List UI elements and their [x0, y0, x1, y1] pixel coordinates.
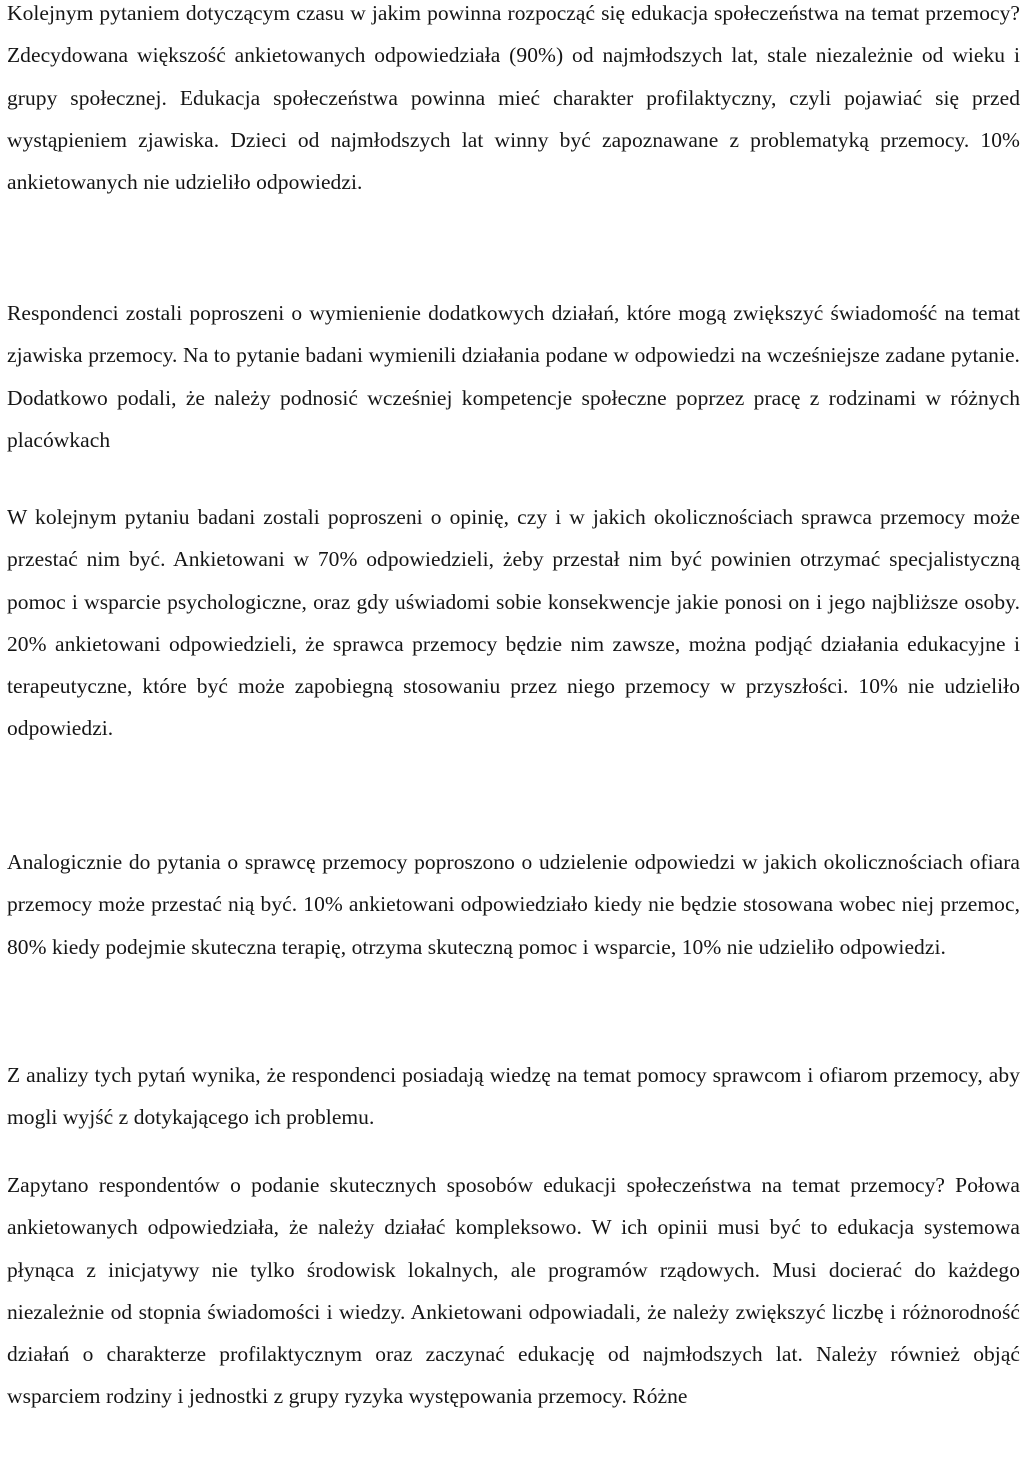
- paragraph-analysis-summary: Z analizy tych pytań wynika, że respondenci posiadają wiedzę na temat pomocy sprawcom i ofiarom przemocy, aby mogli wyjść z dotykającego ich problemu.: [7, 1063, 1020, 1130]
- paragraph-victim: Analogicznie do pytania o sprawcę przemocy poproszono o udzielenie odpowiedzi w jakich okolicznościach ofiara przemocy może przestać nią być. 10% ankietowani odpowiedziało kiedy nie będzie stosowana wobec niej przemoc, 80% kiedy podejmie skuteczna terapię, otrzyma skuteczną pomoc i wsparcie, 10% nie udzieliło odpowiedzi.: [7, 850, 1020, 959]
- paragraph-perpetrator: W kolejnym pytaniu badani zostali poproszeni o opinię, czy i w jakich okolicznościach sprawca przemocy może przestać nim być. Ankietowani w 70% odpowiedzieli, żeby przestał nim być powinien otrzymać specjalistyczną pomoc i wsparcie psychologiczne, oraz gdy uświadomi sobie konsekwencje jakie ponosi on i jego najbliższe osoby. 20% ankietowani odpowiedzieli, że sprawca przemocy będzie nim zawsze, można podjąć działania edukacyjne i terapeutyczne, które być może zapobiegną stosowaniu przez niego przemocy w przyszłości. 10% nie udzieliło odpowiedzi.: [7, 505, 1020, 741]
- paragraph-additional-actions: Respondenci zostali poproszeni o wymienienie dodatkowych działań, które mogą zwiększyć świadomość na temat zjawiska przemocy. Na to pytanie badani wymienili działania podane w odpowiedzi na wcześniejsze zadane pytanie. Dodatkowo podali, że należy podnosić wcześniej kompetencje społeczne poprzez pracę z rodzinami w różnych placówkach: [7, 301, 1020, 452]
- paragraph-education-methods: Zapytano respondentów o podanie skutecznych sposobów edukacji społeczeństwa na temat przemocy? Połowa ankietowanych odpowiedziała, że należy działać kompleksowo. W ich opinii musi być to edukacja systemowa płynąca z inicjatywy nie tylko środowisk lokalnych, ale programów rządowych. Musi docierać do każdego niezależnie od stopnia świadomości i wiedzy. Ankietowani odpowiadali, że należy zwiększyć liczbę i różnorodność działań o charakterze profilaktycznym oraz zaczynać edukację od najmłodszych lat. Należy również objąć wsparciem rodziny i jednostki z grupy ryzyka występowania przemocy. Różne: [7, 1173, 1020, 1409]
- paragraph-education-timing: Kolejnym pytaniem dotyczącym czasu w jakim powinna rozpocząć się edukacja społeczeństwa na temat przemocy? Zdecydowana większość ankietowanych odpowiedziała (90%) od najmłodszych lat, stale niezależnie od wieku i grupy społecznej. Edukacja społeczeństwa powinna mieć charakter profilaktyczny, czyli pojawiać się przed wystąpieniem zjawiska. Dzieci od najmłodszych lat winny być zapoznawane z problematyką przemocy. 10% ankietowanych nie udzieliło odpowiedzi.: [7, 1, 1020, 195]
